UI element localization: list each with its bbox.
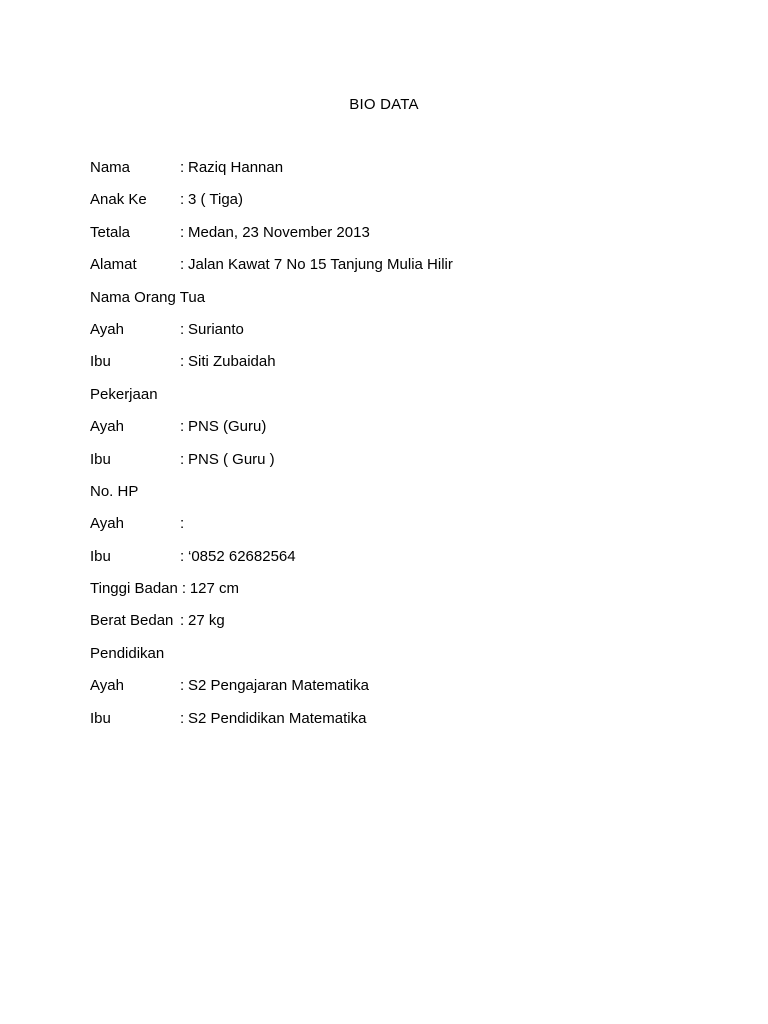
section-heading-pekerjaan bbox=[90, 385, 730, 417]
field-colon: : bbox=[180, 612, 185, 630]
field-label: Anak Ke bbox=[90, 191, 147, 209]
field-value: Surianto bbox=[188, 320, 244, 338]
field-colon: : bbox=[180, 223, 185, 241]
biodata-row-ayah-pekerjaan bbox=[90, 417, 730, 449]
field-value: Medan, 23 November 2013 bbox=[188, 223, 370, 241]
field-label: Tetala bbox=[90, 223, 131, 241]
biodata-row-ibu-pendidikan bbox=[90, 709, 730, 741]
field-label: Ibu bbox=[90, 709, 111, 727]
biodata-row-ibu-hp bbox=[90, 547, 730, 579]
field-label: Ayah bbox=[90, 320, 124, 338]
field-colon: : bbox=[181, 580, 187, 598]
section-heading-pendidikan bbox=[90, 644, 730, 676]
field-label: Ayah bbox=[90, 677, 124, 695]
field-value: ‘0852 62682564 bbox=[188, 547, 296, 565]
field-label: Ayah bbox=[90, 515, 124, 533]
field-value: Siti Zubaidah bbox=[188, 353, 276, 371]
field-value: PNS ( Guru ) bbox=[188, 450, 275, 468]
field-value: 127 cm bbox=[189, 580, 240, 598]
field-value: Raziq Hannan bbox=[188, 159, 284, 176]
document-title: BIO DATA bbox=[349, 96, 419, 113]
biodata-row-berat-bedan bbox=[90, 611, 730, 643]
biodata-row-ibu bbox=[90, 352, 730, 384]
field-colon: : bbox=[180, 159, 185, 176]
section-heading: Pendidikan bbox=[90, 644, 165, 662]
field-value: PNS (Guru) bbox=[188, 418, 267, 436]
field-label: Ibu bbox=[90, 450, 111, 468]
field-value: S2 Pendidikan Matematika bbox=[188, 709, 367, 727]
field-label: Ayah bbox=[90, 418, 124, 436]
field-label: Ibu bbox=[90, 547, 111, 565]
biodata-row-ibu-pekerjaan bbox=[90, 450, 730, 482]
field-value: Jalan Kawat 7 No 15 Tanjung Mulia Hilir bbox=[188, 256, 453, 274]
field-label: Tinggi Badan bbox=[90, 580, 178, 598]
field-colon: : bbox=[180, 515, 185, 533]
field-value: 27 kg bbox=[188, 612, 225, 630]
field-label: Berat Bedan bbox=[90, 612, 174, 630]
field-colon: : bbox=[180, 450, 185, 468]
field-colon: : bbox=[180, 677, 185, 695]
field-colon: : bbox=[180, 709, 185, 727]
biodata-row-tetala bbox=[90, 223, 730, 255]
biodata-row-ayah-pendidikan bbox=[90, 676, 730, 708]
field-label: Ibu bbox=[90, 353, 111, 371]
biodata-row-nama bbox=[90, 158, 730, 190]
biodata-row-ayah-hp bbox=[90, 514, 730, 546]
section-heading-no-hp bbox=[90, 482, 730, 514]
field-label: Alamat bbox=[90, 256, 137, 274]
field-colon: : bbox=[180, 320, 185, 338]
field-colon: : bbox=[180, 547, 185, 565]
biodata-list bbox=[90, 158, 730, 741]
field-colon: : bbox=[180, 191, 185, 209]
section-heading-nama-orang-tua bbox=[90, 288, 730, 320]
section-heading: No. HP bbox=[90, 482, 139, 500]
field-colon: : bbox=[180, 353, 185, 371]
field-value: S2 Pengajaran Matematika bbox=[188, 677, 369, 695]
field-value: 3 ( Tiga) bbox=[188, 191, 244, 209]
section-heading: Pekerjaan bbox=[90, 385, 158, 403]
field-colon: : bbox=[180, 418, 185, 436]
field-colon: : bbox=[180, 256, 185, 274]
biodata-row-ayah bbox=[90, 320, 730, 352]
biodata-row-anak-ke bbox=[90, 190, 730, 222]
field-label: Nama bbox=[90, 159, 131, 176]
section-heading: Nama Orang Tua bbox=[90, 288, 206, 306]
biodata-row-alamat bbox=[90, 255, 730, 287]
biodata-row-tinggi-badan bbox=[90, 579, 730, 611]
